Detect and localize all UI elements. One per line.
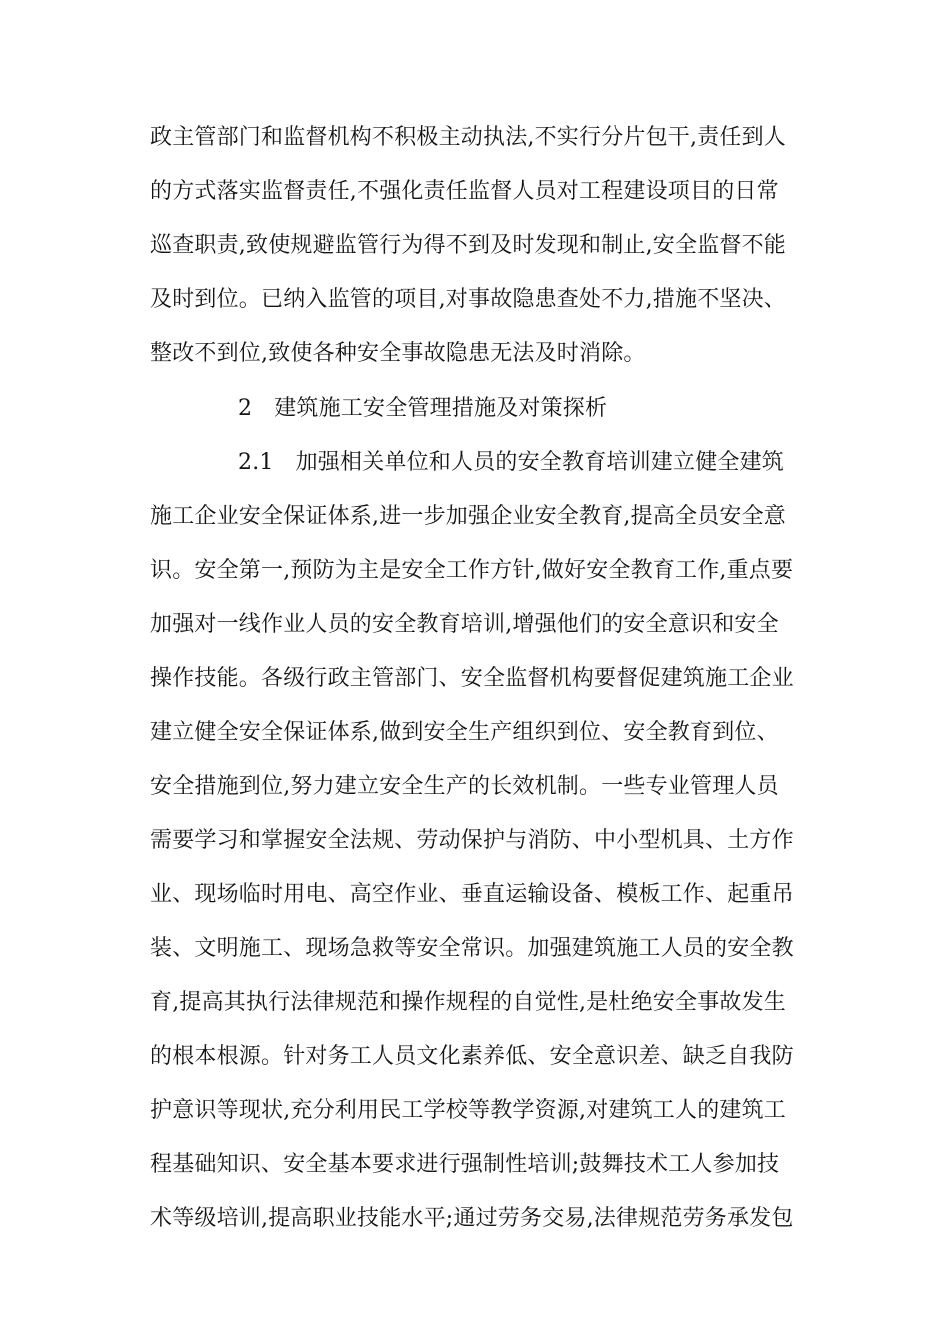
paragraph-line: 术等级培训,提高职业技能水平;通过劳务交易,法律规范劳务承发包 (150, 1206, 794, 1231)
paragraph-line: 整改不到位,致使各种安全事故隐患无法及时消除。 (150, 341, 646, 366)
paragraph-line: 育,提高其执行法律规范和操作规程的自觉性,是杜绝安全事故发生 (150, 990, 786, 1015)
paragraph-line: 护意识等现状,充分利用民工学校等教学资源,对建筑工人的建筑工 (150, 1098, 786, 1123)
paragraph-line: 施工企业安全保证体系,进一步加强企业安全教育,提高全员安全意 (150, 504, 786, 529)
section-number: 2 (238, 396, 253, 421)
paragraph-line: 安全措施到位,努力建立安全生产的长效机制。一些专业管理人员 (150, 774, 779, 799)
section-title: 建筑施工安全管理措施及对策探析 (274, 396, 608, 421)
paragraph-line: 政主管部门和监督机构不积极主动执法,不实行分片包干,责任到人 (150, 125, 786, 150)
paragraph-line: 巡查职责,致使规避监管行为得不到及时发现和制止,安全监督不能 (150, 233, 786, 258)
paragraph-line: 识。安全第一,预防为主是安全工作方针,做好安全教育工作,重点要 (150, 558, 794, 583)
paragraph-line: 操作技能。各级行政主管部门、安全监督机构要督促建筑施工企业 (150, 666, 794, 691)
section-heading (238, 389, 607, 429)
paragraph-line: 装、文明施工、现场急救等安全常识。加强建筑施工人员的安全教 (150, 936, 794, 961)
subsection-number: 2.1 (238, 450, 274, 475)
paragraph-line: 程基础知识、安全基本要求进行强制性培训;鼓舞技术工人参加技 (150, 1152, 780, 1177)
paragraph-line: 业、现场临时用电、高空作业、垂直运输设备、模板工作、起重吊 (150, 882, 794, 907)
subsection-title: 加强相关单位和人员的安全教育培训建立健全建筑 (295, 450, 784, 475)
paragraph-line: 加强对一线作业人员的安全教育培训,增强他们的安全意识和安全 (150, 612, 779, 637)
paragraph-line: 的根本根源。针对务工人员文化素养低、安全意识差、缺乏自我防 (150, 1044, 794, 1069)
paragraph-line: 建立健全安全保证体系,做到安全生产组织到位、安全教育到位、 (150, 720, 779, 745)
paragraph-line: 需要学习和掌握安全法规、劳动保护与消防、中小型机具、土方作 (150, 828, 794, 853)
paragraph-line: 的方式落实监督责任,不强化责任监督人员对工程建设项目的日常 (150, 179, 779, 204)
subsection-heading (238, 443, 784, 483)
paragraph-line: 及时到位。已纳入监管的项目,对事故隐患查处不力,措施不坚决、 (150, 287, 786, 312)
